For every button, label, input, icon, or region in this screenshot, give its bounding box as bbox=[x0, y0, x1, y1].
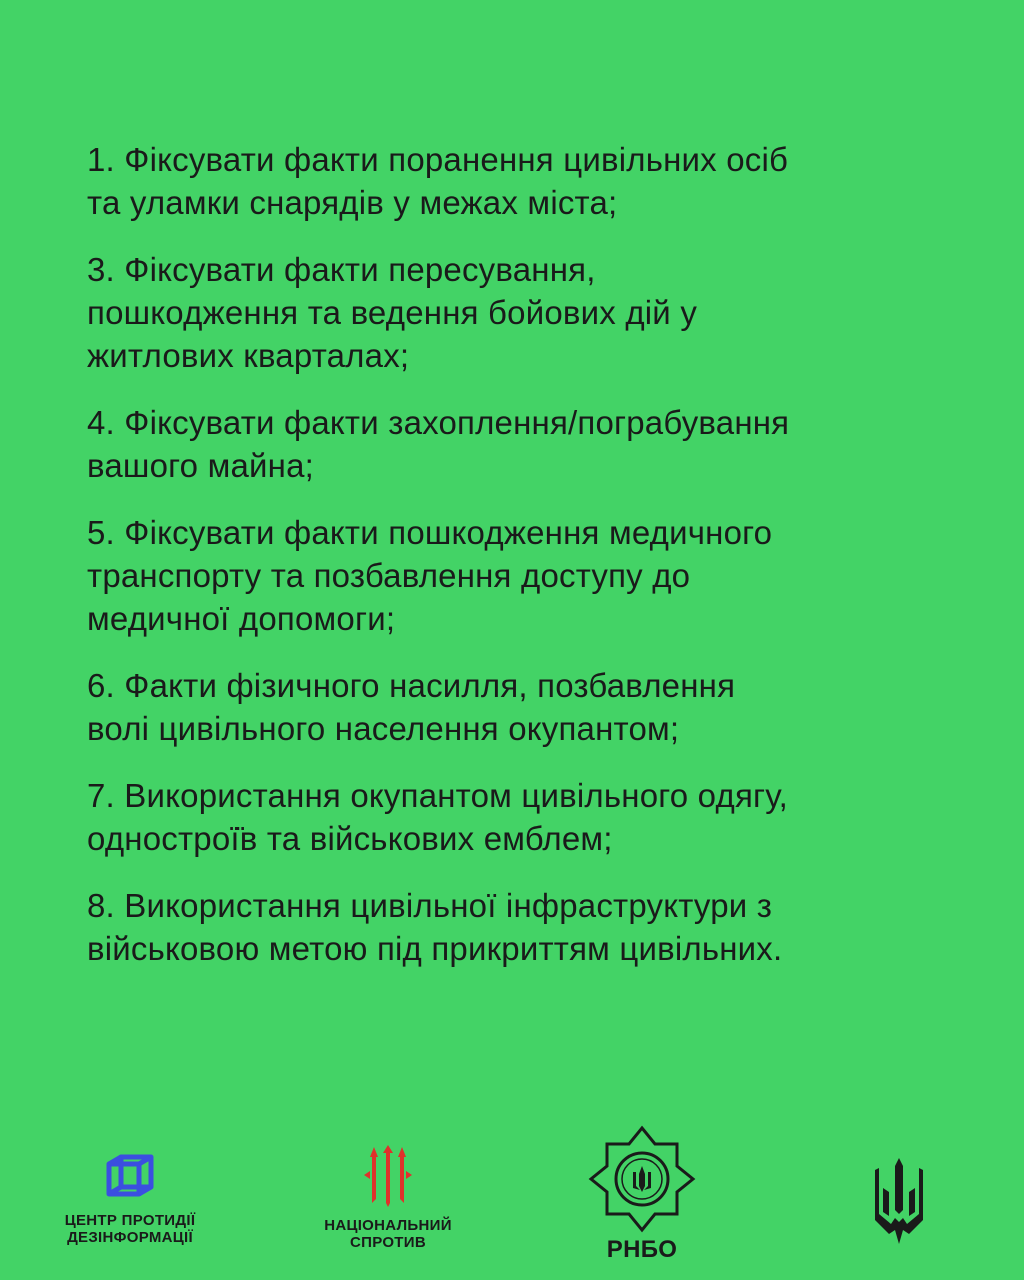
cube-icon bbox=[104, 1152, 156, 1204]
rnbo-label: РНБО bbox=[606, 1236, 678, 1263]
cpd-logo bbox=[55, 1152, 205, 1246]
tryzub-icon bbox=[869, 1158, 929, 1244]
rnbo-logo bbox=[572, 1124, 712, 1264]
ns-logo-line1: НАЦІОНАЛЬНИЙ bbox=[324, 1217, 452, 1234]
emblem-icon bbox=[587, 1124, 697, 1234]
cpd-logo-line1: ЦЕНТР ПРОТИДІЇ bbox=[64, 1212, 196, 1229]
tryzub-logo bbox=[868, 1158, 930, 1244]
ns-logo bbox=[313, 1145, 463, 1251]
list-item: 6. Факти фізичного насилля, позбавлення волі цивільного населення окупантом; bbox=[87, 667, 736, 747]
list-item: 3. Фіксувати факти пересування, пошкодження та ведення бойових дій у житлових кварталах; bbox=[87, 251, 698, 374]
list-item: 7. Використання окупантом цивільного одягу, однострої̈в та військових емблем; bbox=[87, 777, 789, 857]
list-item: 8. Використання цивільної інфраструктури з військовою метою під прикриттям цивільних. bbox=[87, 887, 783, 967]
tridents-icon bbox=[362, 1145, 414, 1211]
list-item: 4. Фіксувати факти захоплення/пограбування вашого майна; bbox=[87, 404, 790, 484]
list-item: 5. Фіксувати факти пошкодження медичного транспорту та позбавлення доступу до медичної допомоги; bbox=[87, 514, 773, 637]
instructions-list bbox=[87, 138, 987, 994]
cpd-logo-line2: ДЕЗІНФОРМАЦІЇ bbox=[67, 1229, 193, 1246]
list-item: 1. Фіксувати факти поранення цивільних осіб та уламки снарядів у межах міста; bbox=[87, 141, 789, 221]
ns-logo-line2: СПРОТИВ bbox=[350, 1234, 426, 1251]
